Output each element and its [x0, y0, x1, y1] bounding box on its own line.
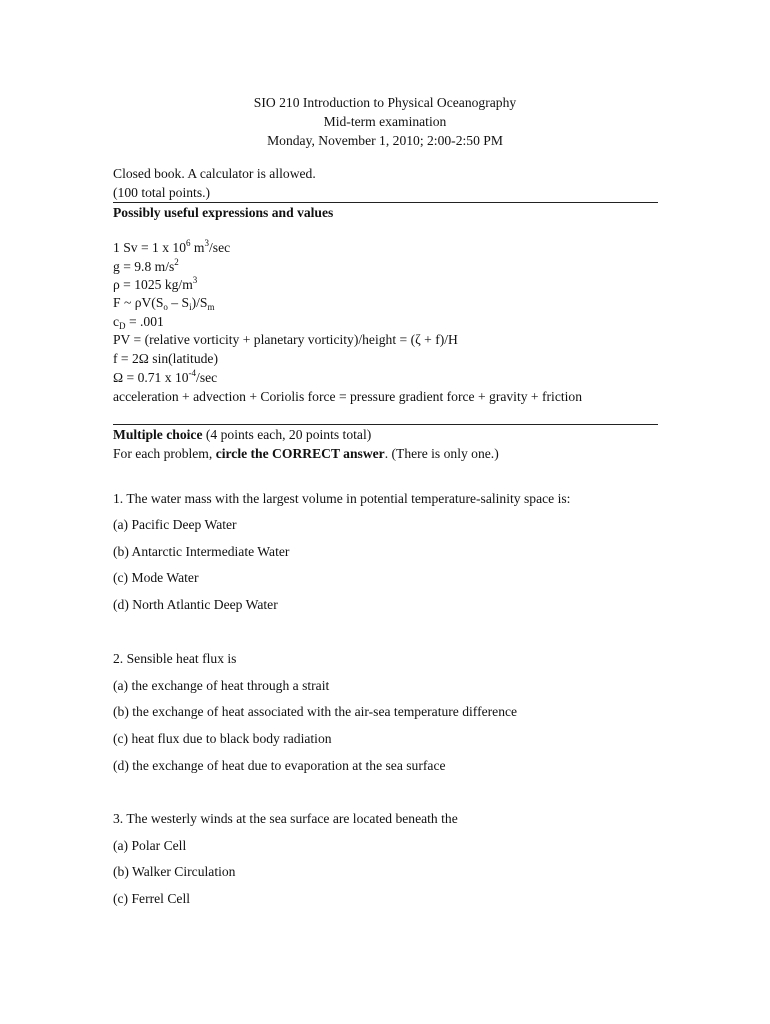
question-1-option-b[interactable]: (b) Antarctic Intermediate Water: [113, 544, 290, 559]
divider: [113, 424, 658, 425]
instructions-line-2: (100 total points.): [113, 185, 211, 200]
question-1-option-d[interactable]: (d) North Atlantic Deep Water: [113, 597, 278, 612]
course-title: SIO 210 Introduction to Physical Oceanography: [253, 95, 517, 110]
divider: [113, 202, 658, 203]
question-2: 2. Sensible heat flux is: [113, 651, 237, 666]
expression-drag-coefficient: $c_D = .001$: [113, 314, 164, 331]
expression-sverdrup: 1 Sv = 1 x $10^6$ $m^3/\sec$: [113, 238, 231, 255]
expression-momentum-balance: acceleration + advection + Coriolis force = pressure gradient force + gravity + friction: [113, 389, 582, 404]
question-3-option-c[interactable]: (c) Ferrel Cell: [113, 891, 190, 906]
expressions-heading: Possibly useful expressions and values: [113, 205, 334, 220]
question-1-option-a[interactable]: (a) Pacific Deep Water: [113, 517, 237, 532]
question-1-option-c[interactable]: (c) Mode Water: [113, 570, 199, 585]
exam-title: Mid-term examination: [323, 114, 447, 129]
exam-date: Monday, November 1, 2010; 2:00-2:50 PM: [267, 133, 503, 148]
question-3-option-b[interactable]: (b) Walker Circulation: [113, 864, 236, 879]
expression-force: F ~ $\rho V(S_o - S_i)/S_m$: [113, 295, 215, 312]
expression-density: ρ = 1025 $kg/m^3$: [113, 275, 198, 292]
multiple-choice-instructions: For each problem, circle the CORRECT answer. (There is only one.): [113, 446, 499, 461]
expression-potential-vorticity: PV = (relative vorticity + planetary vorticity)/height = (ζ + f)/H: [113, 332, 458, 347]
question-2-option-c[interactable]: (c) heat flux due to black body radiation: [113, 731, 332, 746]
question-3: 3. The westerly winds at the sea surface are located beneath the: [113, 811, 458, 826]
instructions-line-1: Closed book. A calculator is allowed.: [113, 166, 316, 181]
multiple-choice-heading: Multiple choice (4 points each, 20 points total): [113, 427, 372, 442]
question-2-option-d[interactable]: (d) the exchange of heat due to evaporation at the sea surface: [113, 758, 446, 773]
question-3-option-a[interactable]: (a) Polar Cell: [113, 838, 187, 853]
expression-gravity: g = 9.8 $m/s^2$: [113, 257, 179, 274]
expression-coriolis-parameter: f = 2Ω sin(latitude): [113, 351, 218, 366]
question-2-option-a[interactable]: (a) the exchange of heat through a strait: [113, 678, 330, 693]
expression-omega: Ω = 0.71 x $10^{-4}/\sec$: [113, 368, 218, 385]
question-1: 1. The water mass with the largest volume in potential temperature-salinity space is:: [113, 491, 571, 506]
question-2-option-b[interactable]: (b) the exchange of heat associated with the air-sea temperature difference: [113, 704, 518, 719]
